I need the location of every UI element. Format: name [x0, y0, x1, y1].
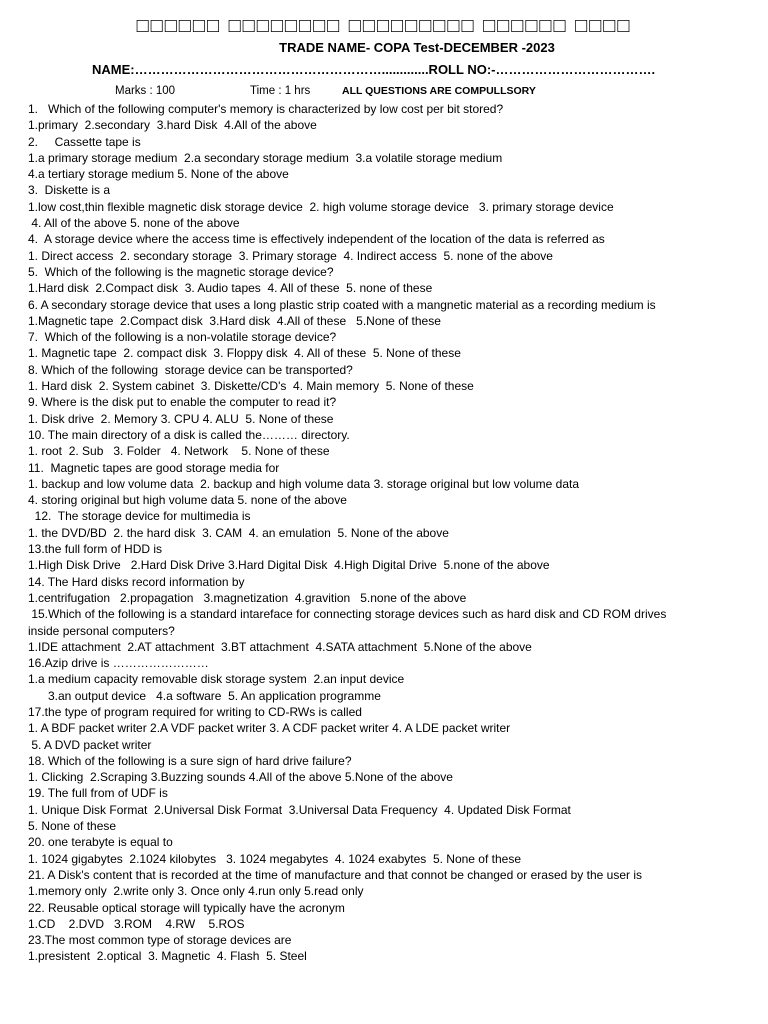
question-line: 9. Where is the disk put to enable the computer to read it? — [28, 395, 337, 410]
question-line: 1. Hard disk 2. System cabinet 3. Diskette/CD's 4. Main memory 5. None of these — [28, 379, 474, 394]
question-line: 17.the type of program required for writing to CD-RWs is called — [28, 704, 362, 719]
question-line: 1. root 2. Sub 3. Folder 4. Network 5. None of these — [28, 444, 330, 459]
question-line: 1.a medium capacity removable disk storage system 2.an input device — [28, 672, 405, 687]
institute-title: □□□□□□ □□□□□□□□ □□□□□□□□□ □□□□□□ □□□□ — [136, 15, 632, 37]
question-line: 5. Which of the following is the magnetic storage device? — [28, 264, 334, 279]
question-line: 1.IDE attachment 2.AT attachment 3.BT attachment 4.SATA attachment 5.None of the above — [28, 639, 532, 654]
question-line: 4. storing original but high volume data 5. none of the above — [28, 493, 347, 508]
question-line: 2. Cassette tape is — [28, 134, 141, 149]
instruction-label: ALL QUESTIONS ARE COMPULLSORY — [342, 85, 536, 97]
question-line: 1.Magnetic tape 2.Compact disk 3.Hard disk 4.All of these 5.None of these — [28, 313, 441, 328]
question-line: 1.presistent 2.optical 3. Magnetic 4. Flash 5. Steel — [28, 949, 307, 964]
question-line: 1.primary 2.secondary 3.hard Disk 4.All of the above — [28, 118, 317, 133]
question-line: 15.Which of the following is a standard intareface for connecting storage devices such as hard disk and CD ROM drives — [28, 607, 667, 622]
question-line: 16.Azip drive is …………………… — [28, 656, 209, 671]
question-line: 19. The full from of UDF is — [28, 786, 168, 801]
question-line: 4. A storage device where the access time is effectively independent of the location of the data is referred as — [28, 232, 605, 247]
name-roll-line: NAME:………………………………………………….............ROLL NO:-………………………………. — [92, 62, 656, 77]
time-label: Time : 1 hrs — [250, 85, 311, 97]
question-line: 1.low cost,thin flexible magnetic disk storage device 2. high volume storage device 3. primary storage device — [28, 199, 614, 214]
question-line: 11. Magnetic tapes are good storage media for — [28, 460, 280, 475]
question-line: 1. Direct access 2. secondary storage 3. Primary storage 4. Indirect access 5. none of the above — [28, 248, 553, 263]
question-line: inside personal computers? — [28, 623, 175, 638]
question-line: 1. 1024 gigabytes 2.1024 kilobytes 3. 1024 megabytes 4. 1024 exabytes 5. None of these — [28, 851, 522, 866]
question-line: 1.a primary storage medium 2.a secondary storage medium 3.a volatile storage medium — [28, 150, 503, 165]
question-line: 8. Which of the following storage device can be transported? — [28, 362, 353, 377]
question-line: 20. one terabyte is equal to — [28, 835, 173, 850]
question-line: 3. Diskette is a — [28, 183, 111, 198]
question-line: 1.memory only 2.write only 3. Once only 4.run only 5.read only — [28, 884, 364, 899]
question-line: 5. None of these — [28, 819, 117, 834]
question-line: 1. Disk drive 2. Memory 3. CPU 4. ALU 5. None of these — [28, 411, 334, 426]
question-line: 1. the DVD/BD 2. the hard disk 3. CAM 4. an emulation 5. None of the above — [28, 525, 449, 540]
question-line: 6. A secondary storage device that uses a long plastic strip coated with a mangnetic material as a recording medium is — [28, 297, 656, 312]
question-line: 1.Hard disk 2.Compact disk 3. Audio tapes 4. All of these 5. none of these — [28, 281, 433, 296]
question-line: 5. A DVD packet writer — [28, 737, 152, 752]
questions-list — [28, 101, 758, 965]
question-line: 1.CD 2.DVD 3.ROM 4.RW 5.ROS — [28, 916, 245, 931]
question-line: 14. The Hard disks record information by — [28, 574, 245, 589]
question-line: 1. backup and low volume data 2. backup and high volume data 3. storage original but low volume data — [28, 476, 580, 491]
question-line: 13.the full form of HDD is — [28, 542, 163, 557]
question-line: 21. A Disk's content that is recorded at the time of manufacture and that connot be changed or erased by the user is — [28, 867, 642, 882]
question-line: 4.a tertiary storage medium 5. None of the above — [28, 167, 289, 182]
question-line: 10. The main directory of a disk is called the……… directory. — [28, 427, 350, 442]
question-line: 22. Reusable optical storage will typically have the acronym — [28, 900, 345, 915]
question-line: 1.centrifugation 2.propagation 3.magnetization 4.gravition 5.none of the above — [28, 590, 467, 605]
question-line: 1. Unique Disk Format 2.Universal Disk Format 3.Universal Data Frequency 4. Updated Disk Format — [28, 802, 571, 817]
question-line: 1. Magnetic tape 2. compact disk 3. Floppy disk 4. All of these 5. None of these — [28, 346, 461, 361]
question-line: 3.an output device 4.a software 5. An application programme — [28, 688, 381, 703]
question-line: 1.High Disk Drive 2.Hard Disk Drive 3.Hard Digital Disk 4.High Digital Drive 5.none of the above — [28, 558, 550, 573]
question-line: 4. All of the above 5. none of the above — [28, 216, 240, 231]
question-line: 7. Which of the following is a non-volatile storage device? — [28, 330, 337, 345]
question-line: 1. Which of the following computer's memory is characterized by low cost per bit stored? — [28, 102, 504, 116]
question-line: 12. The storage device for multimedia is — [28, 509, 251, 524]
question-line: 23.The most common type of storage devices are — [28, 933, 292, 948]
marks-label: Marks : 100 — [115, 85, 176, 97]
question-line: 1. Clicking 2.Scraping 3.Buzzing sounds 4.All of the above 5.None of the above — [28, 770, 453, 785]
question-line: 18. Which of the following is a sure sign of hard drive failure? — [28, 753, 352, 768]
question-line: 1. A BDF packet writer 2.A VDF packet writer 3. A CDF packet writer 4. A LDE packet writer — [28, 721, 511, 736]
test-subtitle: TRADE NAME- COPA Test-DECEMBER -2023 — [279, 40, 555, 55]
